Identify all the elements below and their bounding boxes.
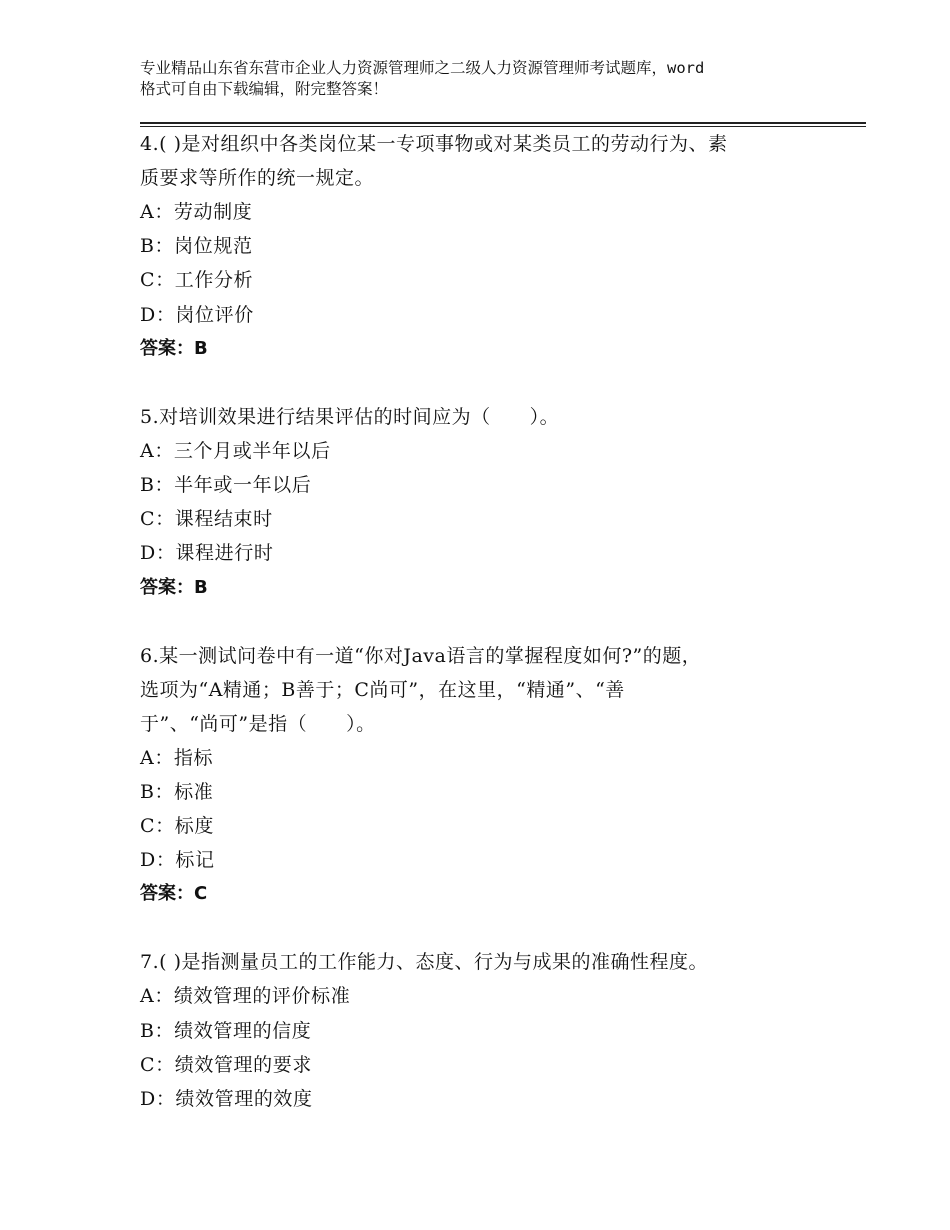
option-d: D：岗位评价 <box>140 303 254 326</box>
question-list <box>140 127 840 1116</box>
option-b: B：标准 <box>140 780 214 803</box>
question-5 <box>140 400 840 605</box>
option-c: C：标度 <box>140 815 214 838</box>
header-line-2: 格式可自由下载编辑，附完整答案！ <box>140 80 389 98</box>
question-7 <box>140 945 840 1116</box>
option-b: B：绩效管理的信度 <box>140 1019 312 1042</box>
option-c: C：绩效管理的要求 <box>140 1053 312 1076</box>
option-b: B：半年或一年以后 <box>140 474 312 497</box>
header-line-1: 专业精品山东省东营市企业人力资源管理师之二级人力资源管理师考试题库，word <box>140 59 705 77</box>
spacer <box>140 605 840 639</box>
question-stem-line: 7.( )是指测量员工的工作能力、态度、行为与成果的准确性程度。 <box>140 951 708 974</box>
option-a: A：劳动制度 <box>140 201 253 223</box>
question-stem-line: 于”、“尚可”是指（ ）。 <box>140 712 376 735</box>
question-stem-line: 4.( )是对组织中各类岗位某一专项事物或对某类员工的劳动行为、素 <box>140 133 728 155</box>
answer-label: 答案：C <box>140 883 208 905</box>
option-a: A：三个月或半年以后 <box>140 439 331 462</box>
question-4 <box>140 127 840 366</box>
spacer <box>140 366 840 400</box>
question-stem-line: 选项为“A精通；B善于；C尚可”，在这里，“精通”、“善 <box>140 678 625 701</box>
answer-label: 答案：B <box>140 337 208 359</box>
option-a: A：绩效管理的评价标准 <box>140 985 351 1008</box>
question-stem-line: 6.某一测试问卷中有一道“你对Java语言的掌握程度如何?”的题， <box>140 644 702 667</box>
option-d: D：绩效管理的效度 <box>140 1088 313 1111</box>
option-a: A：指标 <box>140 746 214 769</box>
option-b: B：岗位规范 <box>140 235 253 258</box>
answer-label: 答案：B <box>140 576 208 598</box>
spacer <box>140 911 840 945</box>
option-c: C：工作分析 <box>140 269 254 292</box>
question-stem-line: 质要求等所作的统一规定。 <box>140 167 375 189</box>
option-c: C：课程结束时 <box>140 508 273 531</box>
header-rule-thick <box>140 122 866 124</box>
option-d: D：课程进行时 <box>140 542 274 565</box>
document-header <box>140 58 830 100</box>
option-d: D：标记 <box>140 849 215 872</box>
question-6 <box>140 639 840 912</box>
question-stem-line: 5.对培训效果进行结果评估的时间应为（ ）。 <box>140 405 560 428</box>
